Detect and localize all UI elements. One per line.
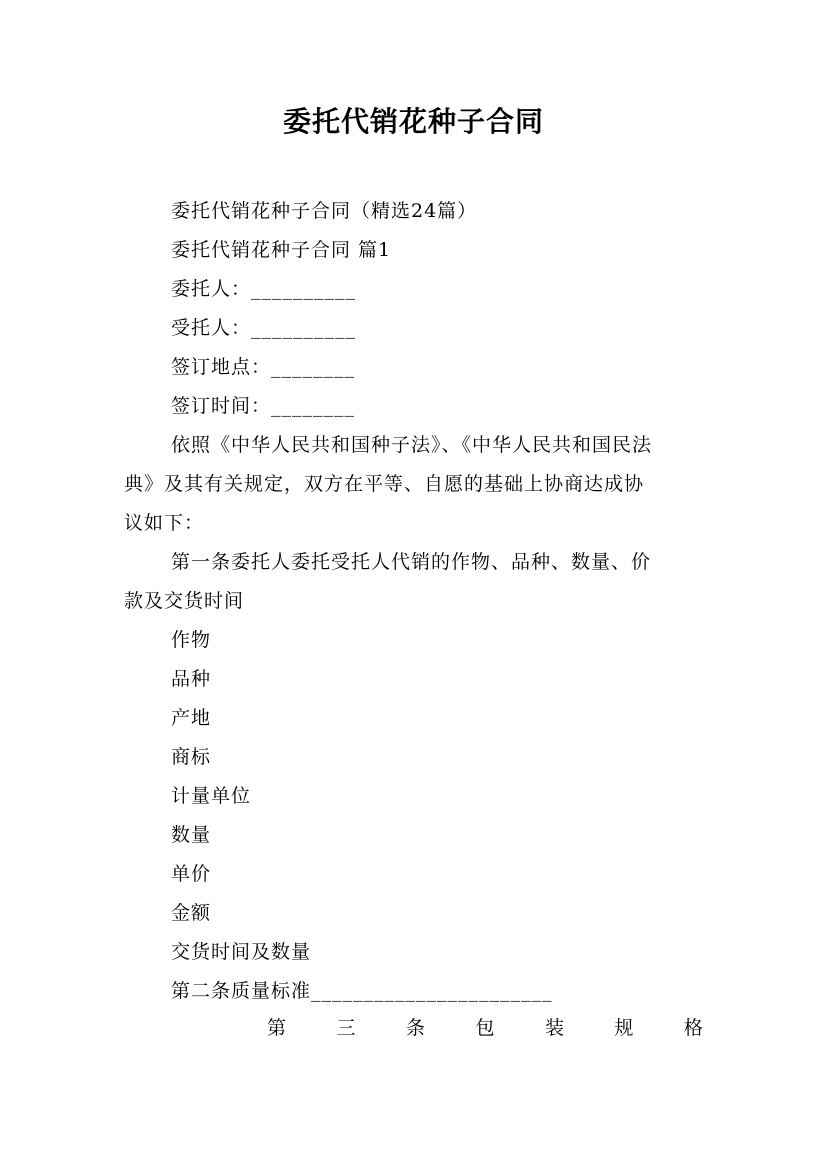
article-3-line xyxy=(267,1015,703,1041)
field-blank: ________ xyxy=(271,395,356,417)
field-principal xyxy=(124,276,751,302)
justified-char: 规 xyxy=(614,1017,634,1039)
list-item: 产地 xyxy=(171,707,212,729)
justified-char: 第 xyxy=(267,1017,287,1039)
list-item: 作物 xyxy=(171,629,212,651)
subtitle: 委托代销花种子合同（精选24篇） xyxy=(171,200,478,222)
field-agent xyxy=(124,315,751,341)
paragraph-line: 典》及其有关规定，双方在平等、自愿的基础上协商达成协 xyxy=(124,473,645,495)
field-blank: __________ xyxy=(251,278,357,300)
document-title: 委托代销花种子合同 xyxy=(282,105,544,138)
article-1-line: 款及交货时间 xyxy=(124,590,245,612)
section-heading: 委托代销花种子合同 篇1 xyxy=(171,239,392,261)
field-signing-place xyxy=(124,354,751,380)
list-item: 金额 xyxy=(171,902,212,924)
field-blank: __________ xyxy=(251,317,357,339)
field-blank: ________ xyxy=(271,356,356,378)
paragraph-line: 依照《中华人民共和国种子法》、《中华人民共和国民法 xyxy=(171,434,653,456)
field-label: 委托人： xyxy=(171,278,252,300)
list-item: 数量 xyxy=(171,824,212,846)
justified-char: 条 xyxy=(405,1017,425,1039)
article-2-line: 第二条质量标准_______________________ xyxy=(171,980,553,1002)
justified-char: 格 xyxy=(683,1017,703,1039)
field-label: 签订地点： xyxy=(171,356,272,378)
list-item: 商标 xyxy=(171,746,212,768)
justified-char: 装 xyxy=(544,1017,564,1039)
field-label: 签订时间： xyxy=(171,395,272,417)
field-signing-date xyxy=(124,393,751,419)
paragraph-line: 议如下： xyxy=(124,512,205,534)
list-item: 计量单位 xyxy=(171,785,252,807)
list-item: 品种 xyxy=(171,668,212,690)
list-item: 单价 xyxy=(171,863,212,885)
field-label: 受托人： xyxy=(171,317,252,339)
article-1-line: 第一条委托人委托受托人代销的作物、品种、数量、价 xyxy=(171,551,652,573)
justified-char: 三 xyxy=(336,1017,356,1039)
list-item: 交货时间及数量 xyxy=(171,941,312,963)
justified-char: 包 xyxy=(475,1017,495,1039)
